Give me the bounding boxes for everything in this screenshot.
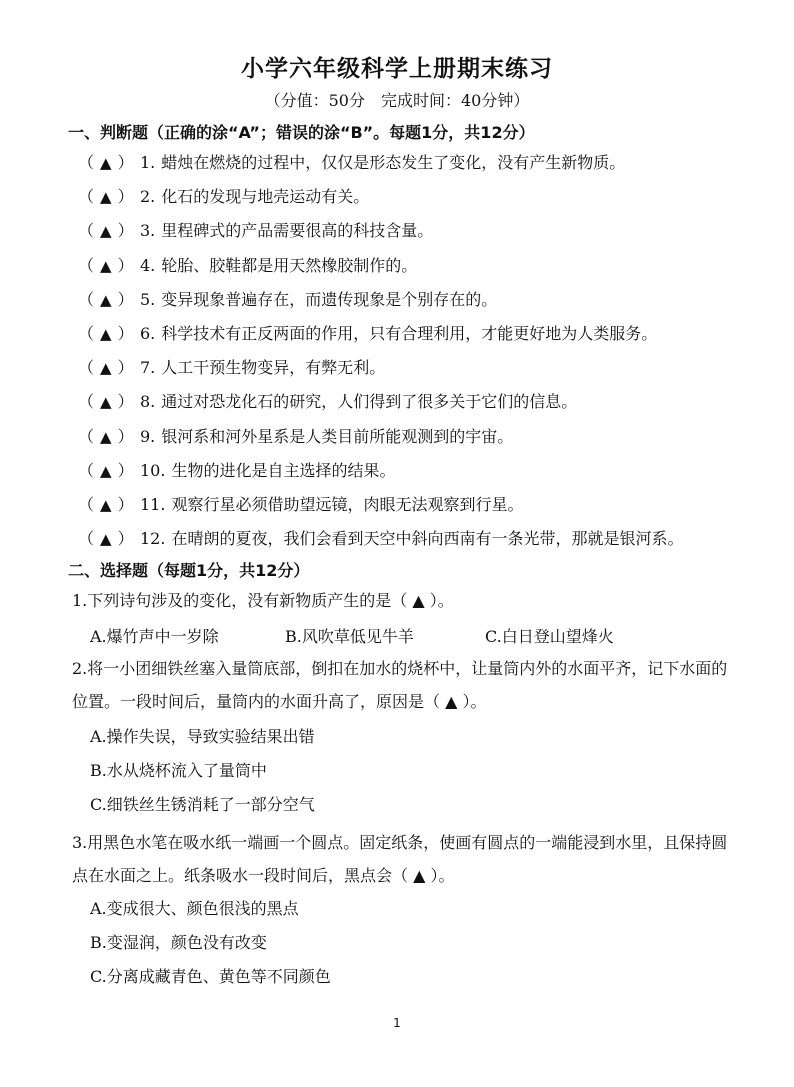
judgement-item: [78, 321, 657, 345]
triangle-mark-icon: ▲: [100, 496, 112, 514]
judgement-item: [78, 389, 577, 413]
answer-paren: [78, 253, 140, 276]
answer-paren: [78, 184, 140, 207]
judgement-item: [78, 218, 433, 242]
question-3-stem: 3.用黑色水笔在吸水纸一端画一个圆点。固定纸条，使画有圆点的一端能浸到水里，且保持圆点在水面之上。纸条吸水一段时间后，黑点会（ ▲ ）。: [72, 833, 728, 885]
triangle-mark-icon: ▲: [100, 256, 112, 275]
judgement-number: 6.: [140, 324, 156, 343]
triangle-mark-icon: ▲: [100, 188, 112, 207]
question-2-option-a: A.操作失误，导致实验结果出错: [90, 727, 315, 746]
paren-close: ）: [117, 358, 134, 378]
judgement-text: 人工干预生物变异，有弊无利。: [161, 358, 386, 378]
paren-open: （: [78, 495, 95, 514]
triangle-mark-icon: ▲: [100, 359, 112, 378]
judgement-number: 5.: [140, 289, 156, 309]
paren-close: ）: [117, 187, 134, 207]
question-2-option-c: C.细铁丝生锈消耗了一部分空气: [90, 795, 315, 814]
judgement-item: [78, 526, 683, 550]
question-1-option-b: B.风吹草低见牛羊: [285, 627, 414, 646]
triangle-mark-icon: ▲: [100, 222, 112, 241]
judgement-text: 科学技术有正反两面的作用，只有合理利用，才能更好地为人类服务。: [161, 324, 658, 343]
triangle-mark-icon: ▲: [100, 393, 112, 412]
judgement-number: 11.: [140, 495, 166, 514]
triangle-mark-icon: ▲: [100, 290, 112, 309]
answer-paren: [78, 526, 140, 549]
triangle-mark-icon: ▲: [100, 154, 112, 172]
judgement-item: [78, 150, 625, 174]
triangle-mark-icon: ▲: [100, 427, 112, 446]
paren-open: （: [78, 460, 95, 480]
judgement-text: 银河系和河外星系是人类目前所能观测到的宇宙。: [161, 426, 514, 446]
paren-open: （: [78, 392, 95, 412]
answer-paren: [78, 287, 140, 310]
paren-open: （: [78, 221, 95, 241]
paren-close: ）: [117, 255, 134, 275]
judgement-number: 1.: [140, 153, 156, 172]
paren-close: ）: [117, 324, 134, 343]
section1-heading: 一、判断题（正确的涂“A”；错误的涂“B”。每题1分，共12分）: [68, 123, 535, 142]
judgement-item: [78, 253, 417, 277]
judgement-text: 化石的发现与地壳运动有关。: [161, 187, 370, 207]
page-subtitle: （分值：50分 完成时间：40分钟）: [264, 91, 530, 110]
judgement-item: [78, 184, 369, 208]
judgement-text: 在晴朗的夏夜，我们会看到天空中斜向西南有一条光带，那就是银河系。: [171, 529, 684, 549]
question-1-option-a: A.爆竹声中一岁除: [90, 627, 219, 646]
paren-open: （: [78, 426, 95, 446]
judgement-item: [78, 424, 513, 448]
paren-open: （: [78, 358, 95, 378]
answer-paren: [78, 424, 140, 447]
judgement-item: [78, 355, 385, 379]
question-3-option-b: B.变湿润，颜色没有改变: [90, 933, 267, 952]
question-3-option-c: C.分离成藏青色、黄色等不同颜色: [90, 967, 331, 986]
paren-close: ）: [117, 495, 134, 514]
section2-heading: 二、选择题（每题1分，共12分）: [68, 561, 310, 580]
paren-close: ）: [117, 153, 134, 172]
judgement-item: [78, 492, 523, 516]
triangle-mark-icon: ▲: [100, 530, 112, 549]
judgement-text: 观察行星必须借助望远镜，肉眼无法观察到行星。: [171, 495, 524, 514]
paren-close: ）: [117, 392, 134, 412]
judgement-number: 10.: [140, 460, 166, 480]
judgement-number: 3.: [140, 221, 156, 241]
page-number: 1: [393, 1016, 401, 1030]
judgement-item: [78, 458, 395, 482]
paren-open: （: [78, 324, 95, 343]
answer-paren: [78, 458, 140, 481]
paren-close: ）: [117, 289, 134, 309]
triangle-mark-icon: ▲: [100, 325, 112, 343]
answer-paren: [78, 218, 140, 241]
paren-close: ）: [117, 221, 134, 241]
answer-paren: [78, 150, 140, 173]
answer-paren: [78, 389, 140, 412]
paren-open: （: [78, 153, 95, 172]
answer-paren: [78, 492, 140, 515]
judgement-text: 生物的进化是自主选择的结果。: [171, 460, 396, 480]
judgement-number: 9.: [140, 426, 156, 446]
question-1-stem: 1.下列诗句涉及的变化，没有新物质产生的是（ ▲ ）。: [72, 591, 454, 610]
judgement-number: 8.: [140, 392, 156, 412]
question-2-option-b: B.水从烧杯流入了量筒中: [90, 761, 267, 780]
paren-open: （: [78, 289, 95, 309]
paren-close: ）: [117, 460, 134, 480]
paren-close: ）: [117, 426, 134, 446]
judgement-text: 通过对恐龙化石的研究，人们得到了很多关于它们的信息。: [161, 392, 578, 412]
triangle-mark-icon: ▲: [100, 461, 112, 480]
judgement-number: 4.: [140, 255, 156, 275]
paren-open: （: [78, 529, 95, 549]
page-title: 小学六年级科学上册期末练习: [241, 56, 553, 82]
judgement-text: 变异现象普遍存在，而遗传现象是个别存在的。: [161, 289, 498, 309]
question-2-stem: 2.将一小团细铁丝塞入量筒底部，倒扣在加水的烧杯中，让量筒内外的水面平齐，记下水面的位置。一段时间后，量筒内的水面升高了，原因是（ ▲ ）。: [72, 659, 728, 711]
answer-paren: [78, 321, 140, 344]
judgement-number: 7.: [140, 358, 156, 378]
answer-paren: [78, 355, 140, 378]
question-3-option-a: A.变成很大、颜色很浅的黑点: [90, 899, 299, 918]
paren-open: （: [78, 187, 95, 207]
question-1-option-c: C.白日登山望烽火: [485, 627, 614, 646]
judgement-text: 蜡烛在燃烧的过程中，仅仅是形态发生了变化，没有产生新物质。: [161, 153, 626, 172]
judgement-number: 12.: [140, 529, 166, 549]
paren-open: （: [78, 255, 95, 275]
judgement-text: 里程碑式的产品需要很高的科技含量。: [161, 221, 434, 241]
judgement-item: [78, 287, 497, 311]
judgement-text: 轮胎、胶鞋都是用天然橡胶制作的。: [161, 255, 418, 275]
paren-close: ）: [117, 529, 134, 549]
judgement-number: 2.: [140, 187, 156, 207]
